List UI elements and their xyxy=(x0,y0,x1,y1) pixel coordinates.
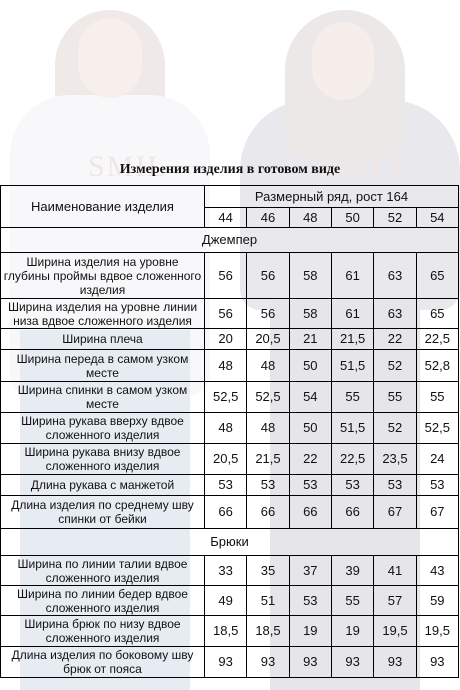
measurement-value: 55 xyxy=(331,586,373,616)
measurement-value: 51,5 xyxy=(331,413,373,444)
measurement-value: 52 xyxy=(374,350,416,382)
measurement-value: 58 xyxy=(289,299,331,329)
measurement-value: 66 xyxy=(331,496,373,529)
measurement-value: 59 xyxy=(416,586,458,616)
measurement-value: 93 xyxy=(374,647,416,678)
table-row xyxy=(1,444,459,475)
measurement-value: 48 xyxy=(247,413,289,444)
header-row xyxy=(1,186,459,208)
table-row xyxy=(1,475,459,496)
size-header-cell: 54 xyxy=(416,208,458,228)
measurement-label: Ширина по линии талии вдвое сложенного изделия xyxy=(1,556,205,586)
measurement-value: 50 xyxy=(289,413,331,444)
measurement-value: 93 xyxy=(247,647,289,678)
measurement-value: 52,5 xyxy=(247,382,289,413)
measurement-value: 57 xyxy=(374,586,416,616)
measurement-value: 53 xyxy=(374,475,416,496)
measurement-value: 93 xyxy=(331,647,373,678)
measurement-value: 61 xyxy=(331,253,373,299)
measurement-value: 19 xyxy=(289,616,331,647)
measurement-value: 66 xyxy=(247,496,289,529)
measurement-value: 52,5 xyxy=(416,413,458,444)
measurement-value: 48 xyxy=(205,350,247,382)
measurement-value: 20 xyxy=(205,329,247,350)
measurement-value: 52,8 xyxy=(416,350,458,382)
measurement-value: 65 xyxy=(416,299,458,329)
measurement-value: 65 xyxy=(416,253,458,299)
measurement-label: Длина изделия по боковому шву брюк от пояса xyxy=(1,647,205,678)
measurement-label: Ширина брюк по низу вдвое сложенного изделия xyxy=(1,616,205,647)
measurement-value: 19,5 xyxy=(374,616,416,647)
table-row xyxy=(1,556,459,586)
section-row xyxy=(1,529,459,556)
table-row xyxy=(1,350,459,382)
measurement-label: Ширина изделия на уровне глубины проймы вдвое сложенного изделия xyxy=(1,253,205,299)
size-header-cell: 48 xyxy=(289,208,331,228)
measurement-value: 53 xyxy=(416,475,458,496)
measurement-label: Ширина изделия на уровне линии низа вдвое сложенного изделия xyxy=(1,299,205,329)
table-row xyxy=(1,413,459,444)
measurement-value: 49 xyxy=(205,586,247,616)
measurement-value: 18,5 xyxy=(247,616,289,647)
measurement-value: 56 xyxy=(247,253,289,299)
measurement-label: Ширина по линии бедер вдвое сложенного изделия xyxy=(1,586,205,616)
measurements-table-body xyxy=(1,186,459,678)
measurement-value: 19,5 xyxy=(416,616,458,647)
table-row xyxy=(1,299,459,329)
measurement-value: 66 xyxy=(289,496,331,529)
measurement-value: 56 xyxy=(205,299,247,329)
size-header-cell: 44 xyxy=(205,208,247,228)
measurement-value: 43 xyxy=(416,556,458,586)
measurement-value: 50 xyxy=(289,350,331,382)
measurement-value: 23,5 xyxy=(374,444,416,475)
measurement-value: 22 xyxy=(289,444,331,475)
measurement-label: Ширина рукава вверху вдвое сложенного изделия xyxy=(1,413,205,444)
measurement-value: 55 xyxy=(331,382,373,413)
measurement-value: 55 xyxy=(416,382,458,413)
measurement-value: 24 xyxy=(416,444,458,475)
measurement-value: 93 xyxy=(205,647,247,678)
measurement-value: 52 xyxy=(374,413,416,444)
size-header-cell: 52 xyxy=(374,208,416,228)
measurement-value: 51,5 xyxy=(331,350,373,382)
table-row xyxy=(1,329,459,350)
measurement-value: 21,5 xyxy=(247,444,289,475)
measurement-value: 18,5 xyxy=(205,616,247,647)
table-row xyxy=(1,253,459,299)
measurement-value: 53 xyxy=(331,475,373,496)
table-row xyxy=(1,382,459,413)
measurement-value: 54 xyxy=(289,382,331,413)
measurement-value: 33 xyxy=(205,556,247,586)
size-range-header: Размерный ряд, рост 164 xyxy=(205,186,459,208)
measurement-value: 21 xyxy=(289,329,331,350)
section-title: Брюки xyxy=(1,529,459,556)
name-column-header: Наименование изделия xyxy=(1,186,205,228)
measurement-value: 48 xyxy=(247,350,289,382)
measurement-label: Ширина переда в самом узком месте xyxy=(1,350,205,382)
measurement-value: 53 xyxy=(289,586,331,616)
measurement-value: 53 xyxy=(247,475,289,496)
measurement-value: 56 xyxy=(205,253,247,299)
table-row xyxy=(1,616,459,647)
size-header-cell: 46 xyxy=(247,208,289,228)
measurement-label: Длина изделия по среднему шву спинки от бейки xyxy=(1,496,205,529)
measurement-label: Ширина плеча xyxy=(1,329,205,350)
measurement-value: 41 xyxy=(374,556,416,586)
measurement-value: 20,5 xyxy=(247,329,289,350)
model-right-face xyxy=(312,22,374,100)
measurement-value: 53 xyxy=(289,475,331,496)
measurement-value: 22,5 xyxy=(416,329,458,350)
measurement-value: 67 xyxy=(416,496,458,529)
measurement-label: Ширина рукава внизу вдвое сложенного изделия xyxy=(1,444,205,475)
measurement-value: 22 xyxy=(374,329,416,350)
measurement-value: 19 xyxy=(331,616,373,647)
measurement-value: 39 xyxy=(331,556,373,586)
measurement-value: 63 xyxy=(374,253,416,299)
sweatshirt-print-right: SMILE xyxy=(312,152,412,185)
section-row xyxy=(1,228,459,253)
measurement-value: 61 xyxy=(331,299,373,329)
measurement-label: Ширина спинки в самом узком месте xyxy=(1,382,205,413)
measurement-value: 48 xyxy=(205,413,247,444)
table-row xyxy=(1,586,459,616)
measurement-label: Длина рукава с манжетой xyxy=(1,475,205,496)
measurement-value: 37 xyxy=(289,556,331,586)
measurement-value: 55 xyxy=(374,382,416,413)
size-header-cell: 50 xyxy=(331,208,373,228)
measurement-value: 93 xyxy=(416,647,458,678)
measurements-table xyxy=(0,185,459,678)
model-left-face xyxy=(78,18,142,98)
measurement-value: 21,5 xyxy=(331,329,373,350)
measurement-value: 52,5 xyxy=(205,382,247,413)
measurement-value: 66 xyxy=(205,496,247,529)
table-row xyxy=(1,496,459,529)
measurement-value: 56 xyxy=(247,299,289,329)
measurement-value: 63 xyxy=(374,299,416,329)
measurement-value: 93 xyxy=(289,647,331,678)
measurement-value: 67 xyxy=(374,496,416,529)
measurement-value: 20,5 xyxy=(205,444,247,475)
measurement-value: 51 xyxy=(247,586,289,616)
sweatshirt-print-left: SMIL xyxy=(88,150,168,183)
table-row xyxy=(1,647,459,678)
page-title: Измерения изделия в готовом виде xyxy=(119,162,341,177)
measurement-value: 53 xyxy=(205,475,247,496)
measurement-value: 58 xyxy=(289,253,331,299)
measurement-value: 22,5 xyxy=(331,444,373,475)
section-title: Джемпер xyxy=(1,228,459,253)
measurement-value: 35 xyxy=(247,556,289,586)
